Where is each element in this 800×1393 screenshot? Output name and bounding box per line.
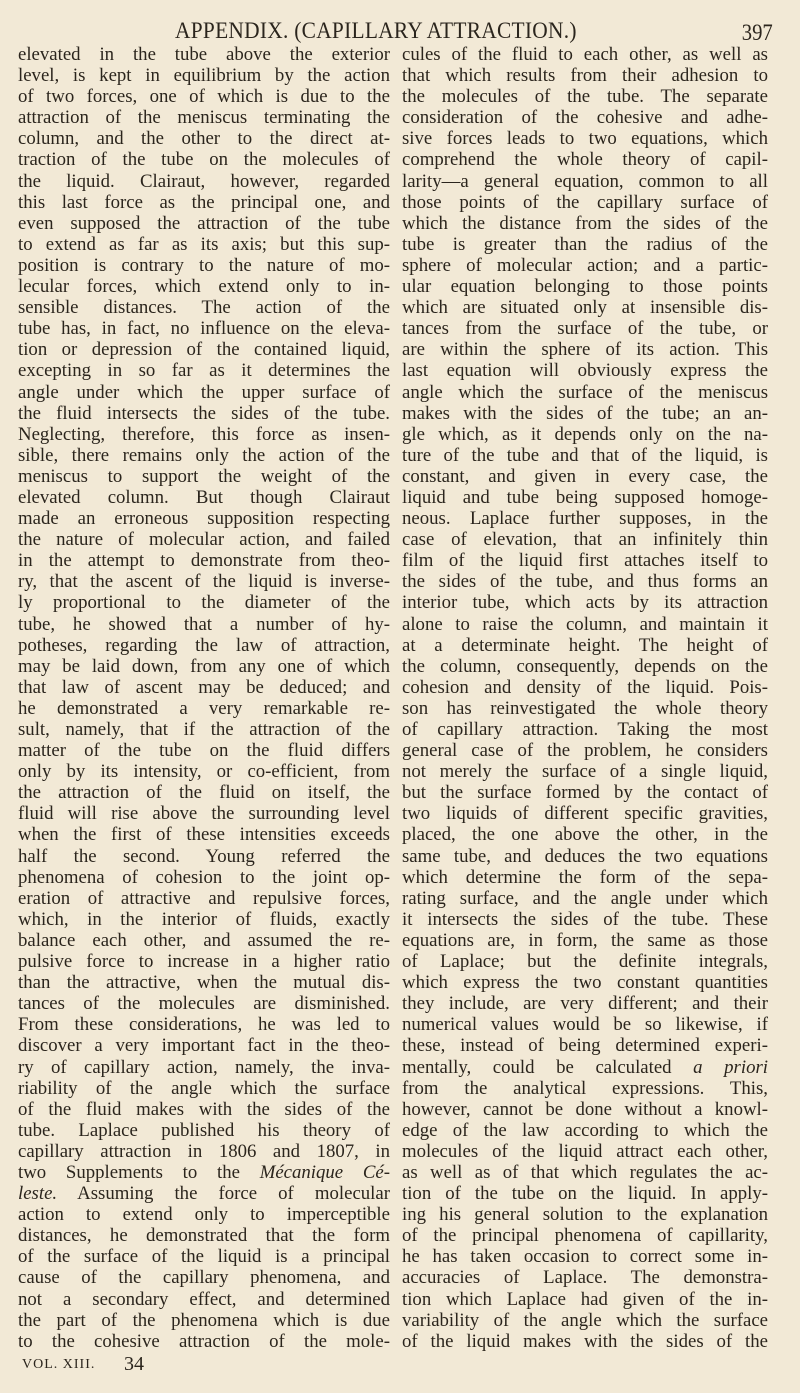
text-line: which determine the form of the sepa- bbox=[402, 866, 768, 888]
text-line: of two forces, one of which is due to the bbox=[18, 86, 390, 108]
text-line: tube has, in fact, no influence on the eleva- bbox=[18, 318, 390, 340]
text-line: angle which the surface of the meniscus bbox=[402, 381, 768, 403]
text-line: tion which Laplace had given of the in- bbox=[402, 1288, 768, 1310]
text-line: From these considerations, he was led to bbox=[18, 1014, 390, 1036]
text-line: sible, there remains only the action of the bbox=[18, 444, 390, 466]
text-line: tances of the molecules are disminished. bbox=[18, 993, 390, 1015]
text-line: not merely the surface of a single liquid, bbox=[402, 761, 768, 783]
running-title: APPENDIX. (CAPILLARY ATTRACTION.) bbox=[175, 18, 577, 43]
italic-text: a priori bbox=[693, 1056, 768, 1078]
text-line: the column, consequently, depends on the bbox=[402, 655, 768, 677]
text-line: sive forces leads to two equations, which bbox=[402, 128, 768, 150]
text-line: that law of ascent may be deduced; and bbox=[18, 676, 390, 698]
text-line: sult, namely, that if the attraction of the bbox=[18, 719, 390, 740]
text-line: the nature of molecular action, and failed bbox=[18, 529, 390, 551]
text-line: the molecules of the tube. The separate bbox=[402, 86, 768, 108]
text-line: cause of the capillary phenomena, and bbox=[18, 1267, 390, 1289]
text-line: only by its intensity, or co-efficient, from bbox=[18, 761, 390, 783]
text-line: as well as of that which regulates the ac- bbox=[402, 1161, 768, 1183]
text-line: ing his general solution to the explanation bbox=[402, 1204, 768, 1226]
text-line: excepting in so far as it determines the bbox=[18, 360, 390, 382]
text-line: level, is kept in equilibrium by the action bbox=[18, 65, 390, 87]
text-line: they include, are very different; and their bbox=[402, 993, 768, 1015]
text-line: from the analytical expressions. This, bbox=[402, 1077, 768, 1099]
text-line: column, and the other to the direct at- bbox=[18, 128, 390, 150]
text-line: the liquid. Clairaut, however, regarded bbox=[18, 170, 390, 192]
text-line: to the cohesive attraction of the mole- bbox=[18, 1330, 390, 1352]
text-line: position is contrary to the nature of mo- bbox=[18, 254, 390, 276]
text-line: the fluid intersects the sides of the tube. bbox=[18, 402, 390, 424]
text-line: but the surface formed by the contact of bbox=[402, 782, 768, 804]
text-line: alone to raise the column, and maintain it bbox=[402, 613, 768, 635]
text-line: of capillary attraction. Taking the most bbox=[402, 719, 768, 740]
text-line: liquid and tube being supposed homoge- bbox=[402, 486, 768, 508]
text-segment: mentally, could be calculated bbox=[402, 1056, 694, 1078]
text-line: last equation will obviously express the bbox=[402, 360, 768, 382]
text-line: molecules of the liquid attract each other, bbox=[402, 1140, 768, 1162]
text-line: case of elevation, that an infinitely thin bbox=[402, 529, 768, 551]
italic-text: leste. bbox=[18, 1183, 58, 1205]
text-segment: Assuming the force of molecular bbox=[57, 1183, 390, 1205]
text-line: numerical values would be so likewise, if bbox=[402, 1014, 768, 1036]
text-line: those points of the capillary surface of bbox=[402, 191, 768, 213]
text-line: sphere of molecular action; and a partic- bbox=[402, 254, 768, 276]
text-line: these, instead of being determined experi- bbox=[402, 1035, 768, 1057]
text-line: meniscus to support the weight of the bbox=[18, 465, 390, 487]
text-line: riability of the angle which the surface bbox=[18, 1077, 390, 1099]
text-line: distances, he demonstrated that the form bbox=[18, 1225, 390, 1247]
text-line bbox=[18, 1183, 390, 1204]
text-line: neous. Laplace further supposes, in the bbox=[402, 508, 768, 530]
text-line: pulsive force to increase in a higher ratio bbox=[18, 951, 390, 973]
text-line: edge of the law according to which the bbox=[402, 1119, 768, 1141]
text-line: in the attempt to demonstrate from theo- bbox=[18, 550, 390, 572]
text-line: not a secondary effect, and determined bbox=[18, 1288, 390, 1310]
text-line: tube. Laplace published his theory of bbox=[18, 1119, 390, 1141]
text-line: tion of the tube on the liquid. In apply- bbox=[402, 1183, 768, 1205]
text-line: elevated in the tube above the exterior bbox=[18, 44, 390, 65]
text-line: ture of the tube and that of the liquid, is bbox=[402, 444, 768, 466]
text-line: may be laid down, from any one of which bbox=[18, 655, 390, 677]
page-number: 397 bbox=[741, 20, 773, 45]
text-line: ly proportional to the diameter of the bbox=[18, 592, 390, 614]
text-line: elevated column. But though Clairaut bbox=[18, 486, 390, 508]
text-line: discover a very important fact in the theo- bbox=[18, 1035, 390, 1057]
text-line: the part of the phenomena which is due bbox=[18, 1309, 390, 1331]
text-line: which, in the interior of fluids, exactly bbox=[18, 908, 390, 930]
text-line: tube, he showed that a number of hy- bbox=[18, 613, 390, 635]
text-line: sensible distances. The action of the bbox=[18, 297, 390, 319]
text-line: tion or depression of the contained liquid, bbox=[18, 339, 390, 361]
text-line: ry, that the ascent of the liquid is inverse- bbox=[18, 571, 390, 593]
text-line: consideration of the cohesive and adhe- bbox=[402, 107, 768, 129]
text-line: general case of the problem, he considers bbox=[402, 740, 768, 762]
text-line: Neglecting, therefore, this force as insen- bbox=[18, 423, 390, 445]
text-line: this last force as the principal one, and bbox=[18, 191, 390, 213]
text-line: comprehend the whole theory of capil- bbox=[402, 149, 768, 171]
text-line: capillary attraction in 1806 and 1807, in bbox=[18, 1140, 390, 1162]
text-line: of the fluid makes with the sides of the bbox=[18, 1098, 390, 1120]
text-line: of the surface of the liquid is a principal bbox=[18, 1246, 390, 1268]
text-line: ry of capillary action, namely, the inva- bbox=[18, 1056, 390, 1078]
text-line: variability of the angle which the surface bbox=[402, 1309, 768, 1331]
text-line: which the distance from the sides of the bbox=[402, 212, 768, 234]
text-line: matter of the tube on the fluid differs bbox=[18, 740, 390, 762]
signature-mark: 34 bbox=[124, 1353, 144, 1375]
text-line: eration of attractive and repulsive forces, bbox=[18, 887, 390, 909]
text-line: accuracies of Laplace. The demonstra- bbox=[402, 1267, 768, 1289]
text-line: traction of the tube on the molecules of bbox=[18, 149, 390, 171]
text-line: son has reinvestigated the whole theory bbox=[402, 697, 768, 719]
text-line: potheses, regarding the law of attraction, bbox=[18, 634, 390, 656]
volume-label: VOL. XIII. bbox=[22, 1357, 96, 1372]
text-line: that which results from their adhesion to bbox=[402, 65, 768, 87]
text-line: however, cannot be done without a knowl- bbox=[402, 1098, 768, 1120]
text-line: two liquids of different specific gravities, bbox=[402, 803, 768, 825]
text-line: of Laplace; but the definite integrals, bbox=[402, 951, 768, 973]
text-line: angle under which the upper surface of bbox=[18, 381, 390, 403]
text-line: to extend as far as its axis; but this sup- bbox=[18, 233, 390, 255]
text-line: action to extend only to imperceptible bbox=[18, 1204, 390, 1226]
text-line: cohesion and density of the liquid. Pois- bbox=[402, 676, 768, 698]
text-line bbox=[18, 1162, 390, 1183]
text-line: than the attractive, when the mutual dis- bbox=[18, 972, 390, 994]
text-line: phenomena of cohesion to the joint op- bbox=[18, 866, 390, 888]
text-line: it intersects the sides of the tube. These bbox=[402, 908, 768, 930]
text-line: makes with the sides of the tube; an an- bbox=[402, 402, 768, 424]
italic-text: Mécanique Cé- bbox=[259, 1161, 390, 1183]
text-line: even supposed the attraction of the tube bbox=[18, 212, 390, 234]
text-line: rating surface, and the angle under which bbox=[402, 887, 768, 909]
text-line: which are situated only at insensible dis- bbox=[402, 297, 768, 319]
text-line: he has taken occasion to correct some in- bbox=[402, 1246, 768, 1268]
left-column bbox=[18, 44, 390, 1352]
text-line: balance each other, and assumed the re- bbox=[18, 929, 390, 951]
text-line: fluid will rise above the surrounding level bbox=[18, 803, 390, 825]
text-line: are within the sphere of its action. This bbox=[402, 339, 768, 361]
text-line: interior tube, which acts by its attraction bbox=[402, 592, 768, 614]
text-line: ular equation belonging to those points bbox=[402, 276, 768, 298]
text-line: same tube, and deduces the two equations bbox=[402, 845, 768, 867]
text-line: cules of the fluid to each other, as well as bbox=[402, 44, 768, 65]
text-line: half the second. Young referred the bbox=[18, 845, 390, 867]
text-line: when the first of these intensities exceeds bbox=[18, 824, 390, 846]
text-line: of the liquid makes with the sides of the bbox=[402, 1330, 768, 1352]
text-line: placed, the one above the other, in the bbox=[402, 824, 768, 846]
text-line: constant, and given in every case, the bbox=[402, 465, 768, 487]
text-line: the sides of the tube, and thus forms an bbox=[402, 571, 768, 593]
text-line: tances from the surface of the tube, or bbox=[402, 318, 768, 340]
text-line: attraction of the meniscus terminating the bbox=[18, 107, 390, 129]
text-line: film of the liquid first attaches itself to bbox=[402, 550, 768, 572]
text-line: equations are, in form, the same as those bbox=[402, 929, 768, 951]
text-line: lecular forces, which extend only to in- bbox=[18, 276, 390, 298]
text-line: which express the two constant quantities bbox=[402, 972, 768, 994]
text-line: larity—a general equation, common to all bbox=[402, 170, 768, 192]
text-line: at a determinate height. The height of bbox=[402, 634, 768, 656]
text-line: of the principal phenomena of capillarity, bbox=[402, 1225, 768, 1247]
text-line bbox=[402, 1057, 768, 1078]
text-line: gle which, as it depends only on the na- bbox=[402, 423, 768, 445]
text-line: the attraction of the fluid on itself, the bbox=[18, 782, 390, 804]
text-line: made an erroneous supposition respecting bbox=[18, 508, 390, 530]
right-column bbox=[402, 44, 768, 1352]
text-segment: two Supplements to the bbox=[18, 1161, 260, 1183]
text-line: tube is greater than the radius of the bbox=[402, 233, 768, 255]
text-line: he demonstrated a very remarkable re- bbox=[18, 697, 390, 719]
